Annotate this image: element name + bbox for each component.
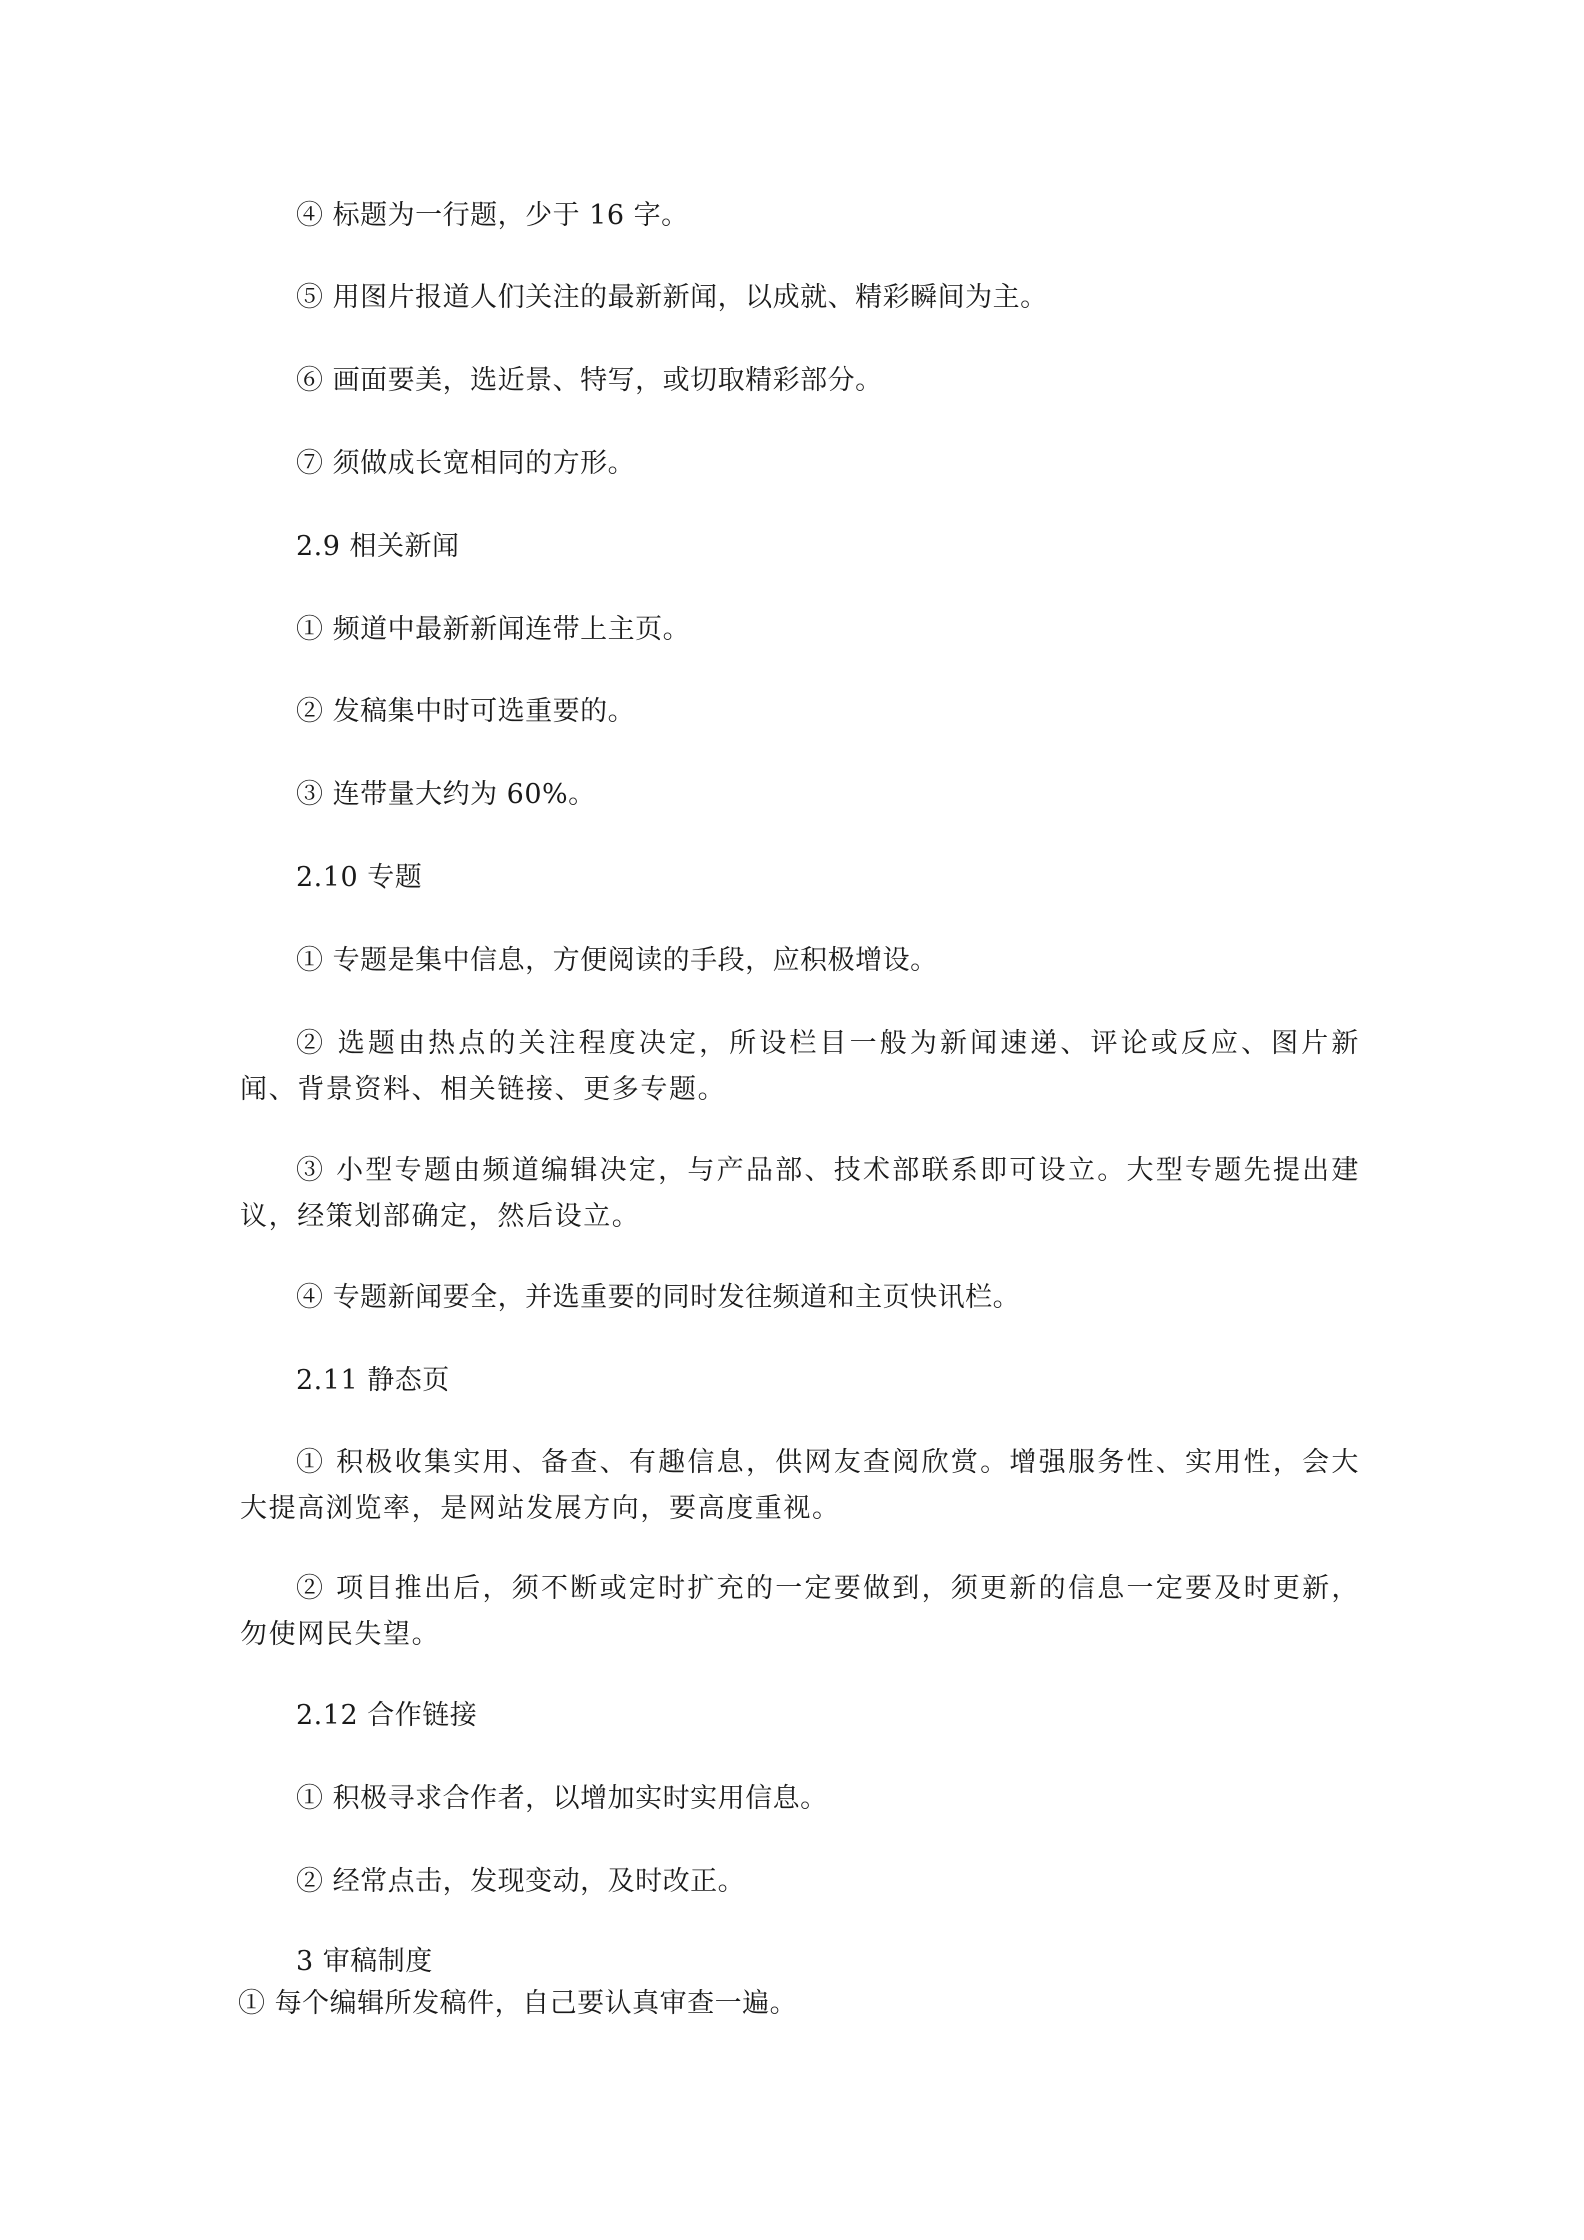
- item-partner-link-1: ① 积极寻求合作者，以增加实时实用信息。: [296, 1783, 828, 1814]
- item-static-page-1: ① 积极收集实用、备查、有趣信息，供网友查阅欣赏。增强服务性、实用性，会大大提高浏览率，是网站发展方向，要高度重视。: [240, 1447, 1360, 1524]
- item-review-1: ① 每个编辑所发稿件，自己要认真审查一遍。: [238, 1988, 798, 2019]
- section-heading-2-11: 2.11 静态页: [296, 1365, 450, 1396]
- item-related-news-1: ① 频道中最新新闻连带上主页。: [296, 614, 691, 645]
- item-title-rule: ④ 标题为一行题，少于 16 字。: [296, 200, 689, 231]
- section-heading-2-10: 2.10 专题: [296, 862, 423, 893]
- item-composition-rule: ⑥ 画面要美，选近景、特写，或切取精彩部分。: [296, 365, 883, 396]
- section-heading-2-9: 2.9 相关新闻: [296, 531, 460, 562]
- item-special-topic-3: ③ 小型专题由频道编辑决定，与产品部、技术部联系即可设立。大型专题先提出建议，经策划部确定，然后设立。: [240, 1155, 1360, 1232]
- section-heading-2-12: 2.12 合作链接: [296, 1700, 478, 1731]
- item-square-format-rule: ⑦ 须做成长宽相同的方形。: [296, 448, 636, 479]
- item-special-topic-4: ④ 专题新闻要全，并选重要的同时发往频道和主页快讯栏。: [296, 1282, 1021, 1313]
- section-heading-3: 3 审稿制度: [296, 1946, 433, 1977]
- item-related-news-3: ③ 连带量大约为 60%。: [296, 779, 596, 810]
- item-photo-news-rule: ⑤ 用图片报道人们关注的最新新闻，以成就、精彩瞬间为主。: [296, 282, 1048, 313]
- item-special-topic-2: ② 选题由热点的关注程度决定，所设栏目一般为新闻速递、评论或反应、图片新闻、背景资料、相关链接、更多专题。: [240, 1028, 1360, 1105]
- item-partner-link-2: ② 经常点击，发现变动，及时改正。: [296, 1866, 746, 1897]
- item-static-page-2: ② 项目推出后，须不断或定时扩充的一定要做到，须更新的信息一定要及时更新，勿使网民失望。: [240, 1573, 1360, 1650]
- item-special-topic-1: ① 专题是集中信息，方便阅读的手段，应积极增设。: [296, 945, 938, 976]
- item-related-news-2: ② 发稿集中时可选重要的。: [296, 696, 636, 727]
